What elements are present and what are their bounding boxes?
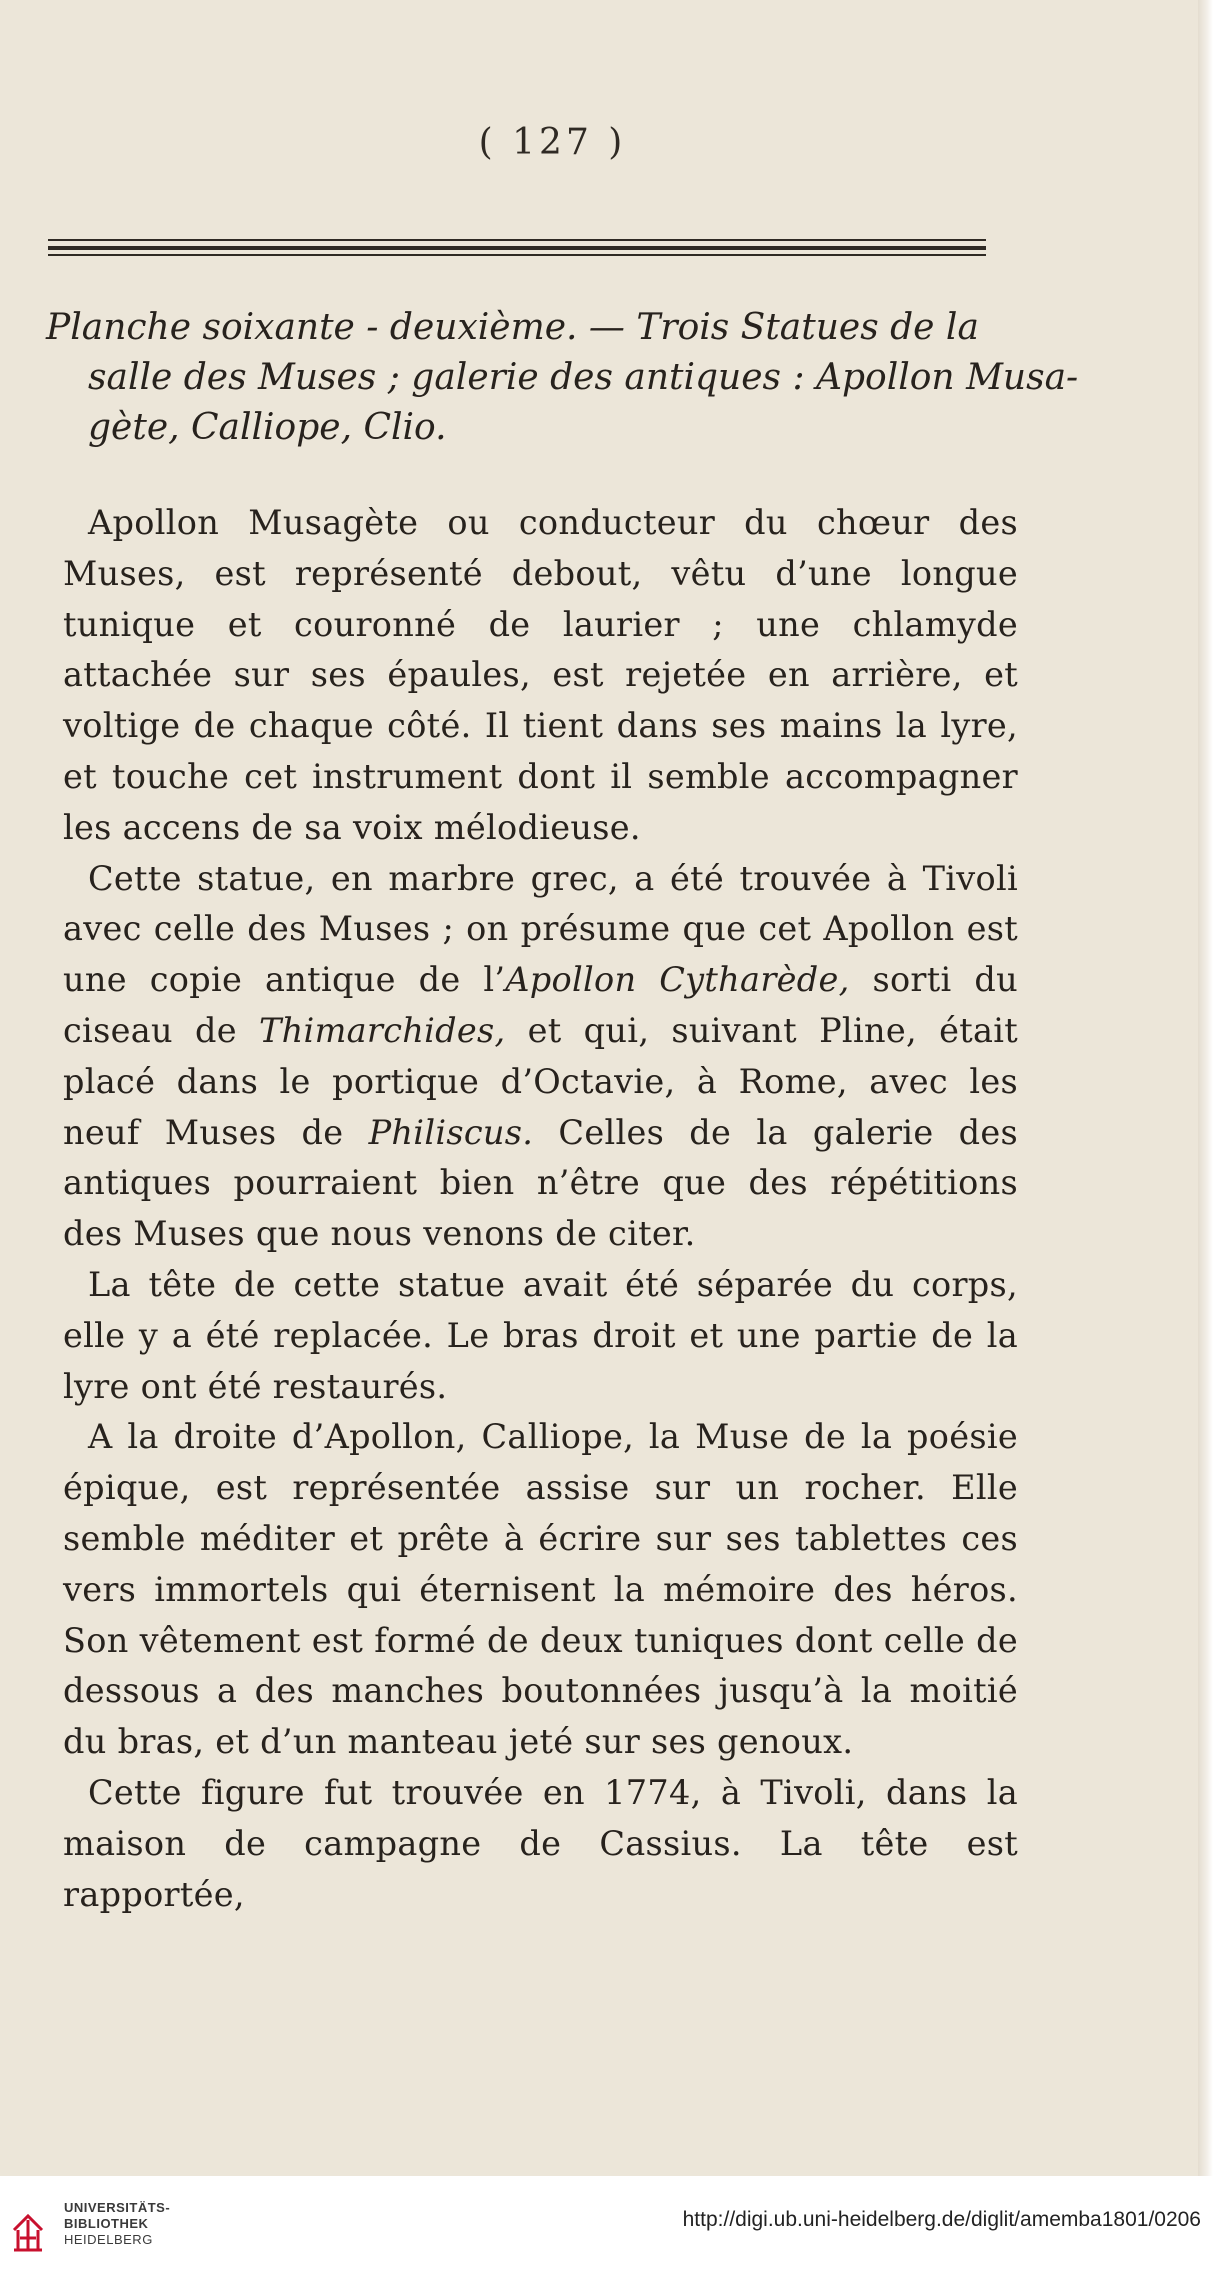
header-rule-top — [48, 239, 986, 241]
caption-line: Planche soixante - deuxième. — Trois Statues de la — [46, 307, 979, 348]
text-run: Celles de la galerie des antiques pourraient bien n’être que des répétitions des Muses que nous venons de citer. — [63, 1112, 1018, 1254]
library-name-line: UNIVERSITÄTS- — [64, 2200, 171, 2215]
text-run: et qui, suivant Pline, était placé dans le portique d’Octavie, à Rome, avec les neuf Muses de — [63, 1010, 1019, 1152]
page-number: ( 127 ) — [478, 122, 627, 163]
paragraph-discovery: Cette figure fut trouvée en 1774, à Tivoli, dans la maison de campagne de Cassius. La tête est rapportée, — [63, 1772, 1018, 1914]
digitization-url-link[interactable]: http://digi.ub.uni-heidelberg.de/diglit/amemba1801/0206 — [682, 2208, 1201, 2231]
library-footer — [0, 2176, 1213, 2270]
heidelberg-library-logo-icon — [10, 2190, 46, 2256]
header-rule-bottom — [48, 254, 986, 256]
paragraph-restoration: La tête de cette statue avait été séparée du corps, elle y a été replacée. Le bras droit et une partie de la lyre ont été restaurés. — [63, 1264, 1018, 1406]
text-run: sorti du ciseau de — [63, 960, 1018, 1050]
page-edge — [1198, 0, 1213, 2176]
italic-term: Thimarchides, — [259, 1010, 506, 1050]
caption-line: gète, Calliope, Clio. — [88, 407, 447, 448]
text-run: Cette statue, en marbre grec, a été trouvée à Tivoli avec celle des Muses ; on présume que cet Apollon est une copie antique de l’ — [63, 858, 1018, 1000]
paragraph-statue-origin — [63, 854, 1018, 1260]
paragraph-apollon: Apollon Musagète ou conducteur du chœur des Muses, est représenté debout, vêtu d’une longue tunique et couronné de laurier ; une chlamyde attachée sur ses épaules, est rejetée en arrière, et voltige de chaque côté. Il tient dans ses mains la lyre, et touche cet instrument dont il semble accompagner les accens de sa voix mélodieuse. — [63, 503, 1018, 847]
body-text — [63, 498, 1018, 1920]
plate-caption — [46, 303, 1079, 453]
italic-term: Philiscus. — [368, 1112, 534, 1152]
header-rule-middle — [48, 246, 986, 250]
library-name — [64, 2200, 170, 2248]
italic-term: Apollon Cytharède, — [505, 960, 850, 1000]
library-name-line: HEIDELBERG — [64, 2232, 153, 2247]
paragraph-calliope: A la droite d’Apollon, Calliope, la Muse de la poésie épique, est représentée assise sur un rocher. Elle semble méditer et prête à écrire sur ses tablettes ces vers immortels qui éternisent la mémoire des héros. Son vêtement est formé de deux tuniques dont celle de dessous a des manches boutonnées jusqu’à la moitié du bras, et d’un manteau jeté sur ses genoux. — [63, 1417, 1018, 1762]
caption-line: salle des Muses ; galerie des antiques : Apollon Musa- — [88, 357, 1079, 398]
library-name-line: BIBLIOTHEK — [64, 2216, 149, 2231]
